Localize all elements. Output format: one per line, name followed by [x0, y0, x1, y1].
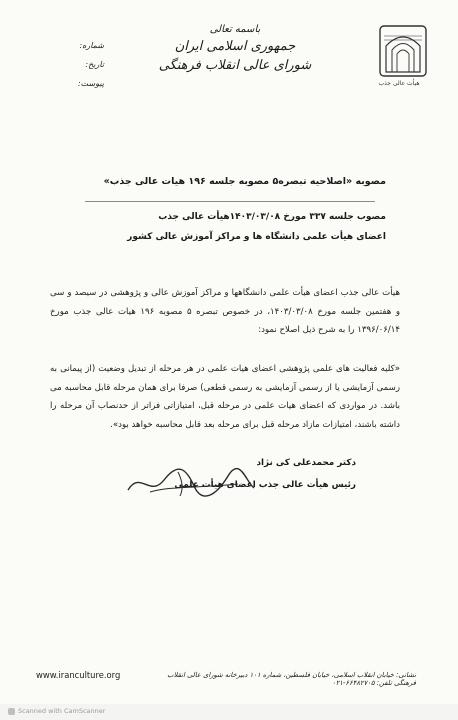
scanner-watermark	[8, 707, 105, 715]
signatory-name: دکتر محمدعلی کی نژاد	[256, 458, 356, 468]
body-paragraph-2: «کلیه فعالیت های علمی پژوهشی اعضای هیات علمی در هر مرحله از تبدیل وضعیت (از پیمانی به رسمی آزمایشی یا از رسمی آزمایشی به رسمی قطعی) صرفا برای همان مرحله قابل محاسبه می باشد. در مواردی که اعضای هیات علمی در مرحله قبل، امتیازاتی فراتر از حدنصاب آن مرحله را داشته باشند، امتیازات مازاد مرحله قبل برای مرحله بعد قابل محاسبه خواهد بود».	[50, 364, 400, 430]
document-title: مصوبه «اصلاحیه تبصره۵ مصوبه جلسه ۱۹۶ هیات عالی جذب»	[103, 176, 386, 187]
signatory-role: رئیس هیأت عالی جذب اعضای هیأت علمی	[174, 480, 356, 490]
bismillah-text: باسمه تعالی	[209, 24, 261, 35]
attachment-label: پیوست:	[77, 79, 104, 88]
date-label: تاریخ:	[85, 60, 104, 69]
number-label: شماره:	[79, 41, 104, 50]
seal-caption: هیأت عالی جذب	[378, 80, 420, 87]
handwritten-signature	[120, 462, 260, 502]
website-link[interactable]: www.iranculture.org	[36, 670, 121, 680]
approval-line: مصوب جلسه ۳۳۷ مورخ ۱۴۰۳/۰۳/۰۸هیأت عالی جذب	[158, 212, 386, 222]
country-name: جمهوری اسلامی ایران	[174, 39, 296, 54]
body-paragraph-1: هیأت عالی جذب اعضای هیأت علمی دانشگاهها و مراکز آموزش عالی و پژوهشی در سیصد و سی و هفتمین جلسه مورخ ۱۴۰۳/۰۳/۰۸، در خصوص تبصره ۵ مصوبه ۱۹۶ هیات عالی جذب مورخ ۱۳۹۶/۰۶/۱۴ را به شرح ذیل اصلاح نمود:	[50, 288, 400, 335]
camscanner-icon	[8, 708, 15, 715]
council-name: شورای عالی انقلاب فرهنگی	[158, 58, 312, 73]
scanner-text: Scanned with CamScanner	[18, 707, 106, 715]
title-divider	[85, 201, 375, 202]
letter-meta-labels	[42, 36, 104, 93]
address-line: نشانی: خیابان انقلاب اسلامی، خیابان فلسطین، شماره ۱۰۱ دبیرخانه شورای عالی انقلاب فرهنگی تلفن: ۶۶۴۸۲۷۰۵-۰۲۱	[167, 671, 416, 687]
letterhead	[150, 24, 320, 73]
audience-line: اعضای هیأت علمی دانشگاه ها و مراکز آموزش عالی کشور	[127, 232, 386, 242]
